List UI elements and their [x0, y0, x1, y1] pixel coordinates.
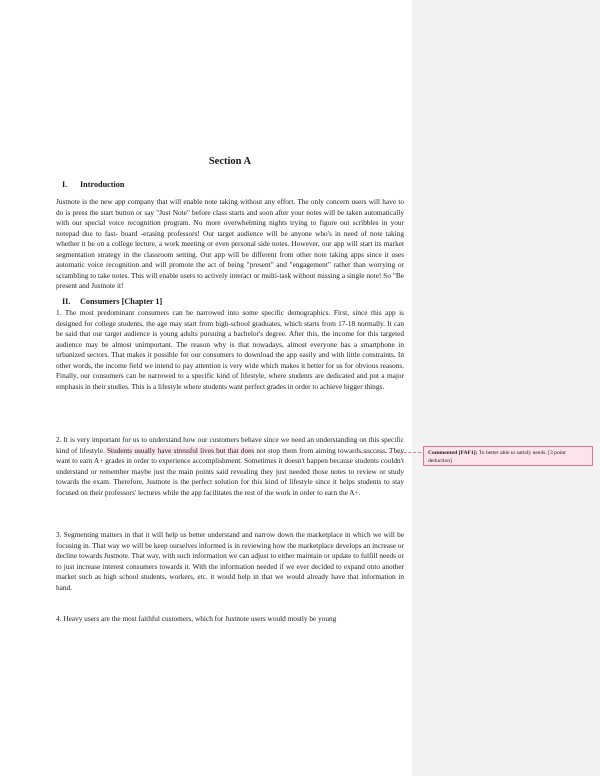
section-title: Section A [208, 156, 252, 167]
comment-connector-line [350, 452, 426, 454]
intro-heading-number: I. [62, 180, 68, 189]
comment-text: To better able to satisfy needs. [3 point deduction] [428, 450, 566, 464]
consumers-paragraph-2[interactable] [56, 435, 404, 498]
consumers-paragraph-1[interactable]: 1. The most predominant consumers can be narrowed into some specific demographics. First, since this app is designed for college students, the age may start from high-school graduates, which starts from 17-18 normally. It can be said that our target audience is young adults pursuing a bachelor's degree. After this, the income for this targeted audience may be almost unimportant. The reason why is that nowadays, almost everyone has a smartphone in urbanized sectors. That makes it possible for our consumers to download the app easily and with little constraints. In other words, the income field we intend to pay attention is very wide which makes it better for us for obvious reasons. Finally, our consumers can be narrowed to a specific kind of lifestyle, where students are dedicated and put a major emphasis in their studies. This is a lifestyle where students want perfect grades in order to achieve bigger things. [56, 308, 404, 391]
comment-margin-pane [412, 0, 600, 776]
intro-heading-title: Introduction [80, 180, 125, 189]
commented-text-highlight[interactable]: Students usually have stressful lives but that does [104, 445, 255, 455]
comment-balloon[interactable] [423, 446, 593, 466]
consumers-paragraph-4[interactable]: 4. Heavy users are the most faithful customers, which for Justnote users would mostly be young [56, 614, 337, 623]
consumers-paragraph-3[interactable]: 3. Segmenting matters in that it will help us better understand and narrow down the marketplace in which we will be focusing in. That way we will be keep ourselves informed is in reviewing how the marketplace develops an increase or decline towards Justnote. That way, with such information we can adjust to either maintain or update to fulfill needs or to just increase interest consumers towards it. With the information needed if we ever decided to expand onto another market such as high school students, workers, etc. it would help in that we would already have that information in hand. [56, 530, 404, 592]
consumers-heading [62, 297, 162, 306]
comment-author: Commented [FAF1]: [428, 450, 478, 456]
consumers-heading-number: II. [62, 297, 71, 306]
paragraph-2-text-end: not stop them from aiming towards success. They want to earn A+ grades in order to experience accomplishment. Sometimes it doesn't happen because students couldn't understand or remember maybe just the main points said revealing they just needed those notes to review or study towards the exam. Therefore, Justnote is the perfect solution for this kind of lifestyle since it helps students to stay focused on their professors' lectures while the app facilitates the rest of the work in order to earn the A+. [56, 445, 405, 497]
consumers-heading-title: Consumers [Chapter 1] [80, 297, 163, 306]
intro-heading [62, 180, 124, 189]
intro-paragraph[interactable]: Justnote is the new app company that will enable note taking without any effort. The only concern users will have to do is press the start button or say "Just Note" before class starts and soon after your notes will be taken automatically with our special voice recognition program. No more overwhelming nights trying to figure out scribbles in your notepad due to fast- board -erasing professors! Our target audience will be anyone who's in need of note taking whether it be on a college lecture, a work meeting or even personal side notes. However, our app will start its market segmentation strategy in the classroom setting. Our app will be different from other note taking apps since it uses automatic voice recognition and will promote the act of being "present" and "engagement" rather than worrying or scrambling to take notes. This will enable users to actively interact or multi-task without missing a single note! So "Be present and Justnote it! [56, 197, 404, 290]
paragraph-2-text-start: 2. It is very important for us to understand how our customers behave since we need an understanding on this specific kind of lifestyle. [56, 435, 404, 455]
document-page [56, 0, 404, 776]
